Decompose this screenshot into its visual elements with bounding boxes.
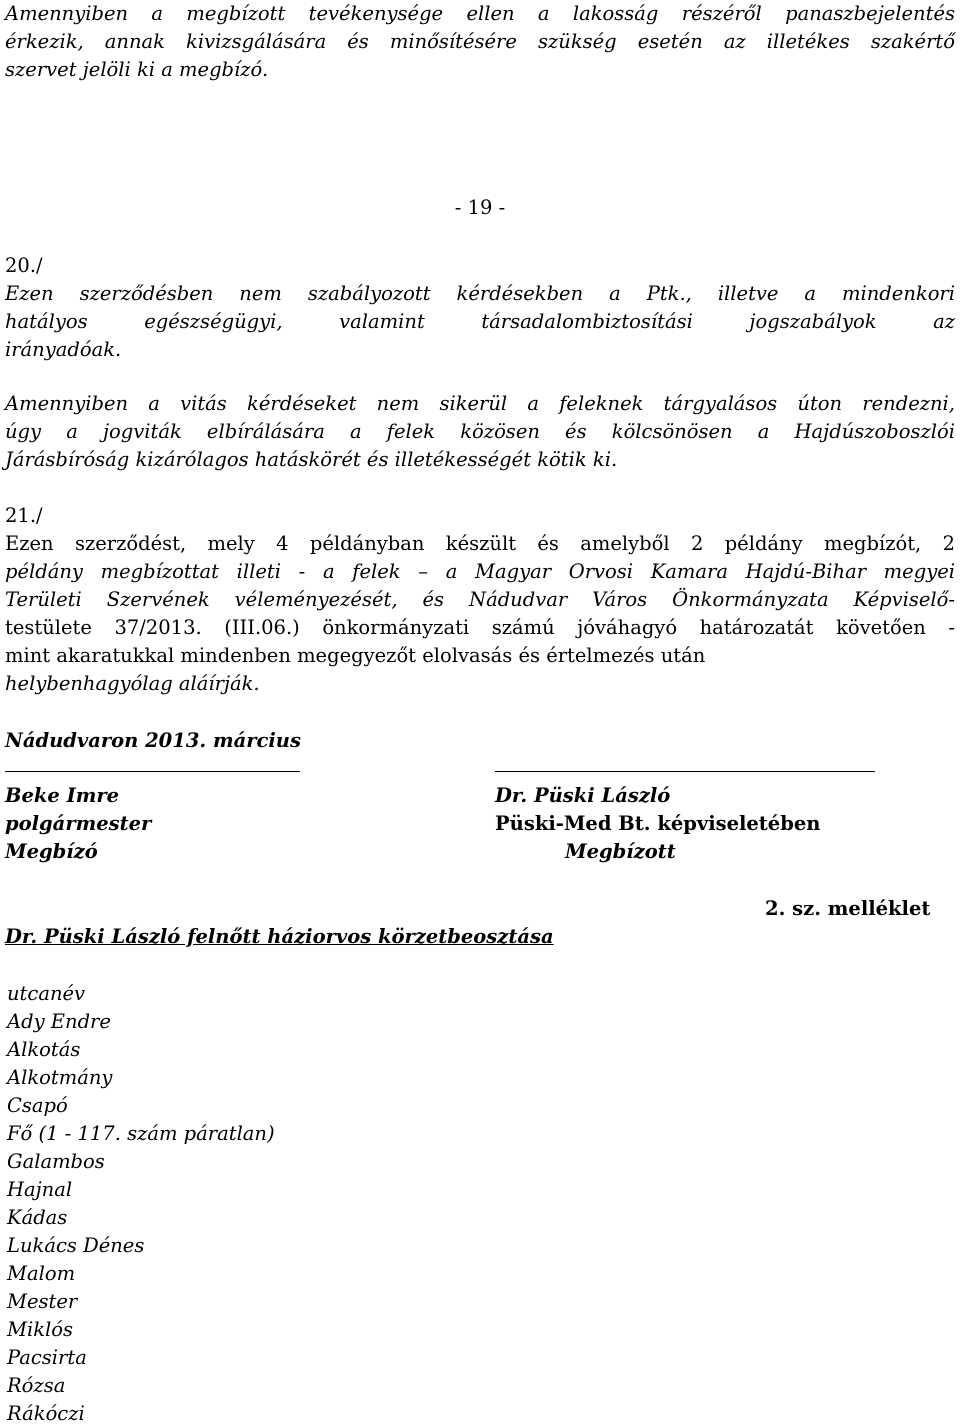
street-list xyxy=(7,980,275,1428)
section-line: helybenhagyólag aláírják. xyxy=(5,672,260,695)
signer-name: Beke Imre xyxy=(5,784,120,807)
section-21 xyxy=(5,502,955,698)
signature-left xyxy=(5,782,151,866)
street-item: Csapó xyxy=(7,1094,68,1117)
street-item: Ady Endre xyxy=(7,1010,111,1033)
signer-title: Püski-Med Bt. képviseletében xyxy=(495,812,821,835)
signature-line-left xyxy=(5,771,300,772)
page-number: - 19 - xyxy=(454,196,506,219)
signature-right xyxy=(495,782,820,866)
signer-role: Megbízott xyxy=(565,840,676,863)
signer-title: polgármester xyxy=(5,812,152,835)
street-item: Malom xyxy=(7,1262,76,1285)
street-item: Alkotmány xyxy=(7,1066,113,1089)
place-date: Nádudvaron 2013. március xyxy=(5,729,301,752)
annex-label: 2. sz. melléklet xyxy=(765,897,931,920)
intro-paragraph xyxy=(5,0,955,84)
section-line: mint akaratukkal mindenben megegyezőt elolvasás és értelmezés után xyxy=(5,644,706,667)
section-number: 21./ xyxy=(5,504,43,527)
intro-line: Amennyiben a megbízott tevékenysége ellen a lakosság részéről panaszbejelentés xyxy=(5,2,955,25)
signer-name: Dr. Püski László xyxy=(495,784,671,807)
section-line: testülete 37/2013. (III.06.) önkormányzati számú jóváhagyó határozatát követően - xyxy=(5,616,955,639)
street-item: Rózsa xyxy=(7,1374,66,1397)
section-line: hatályos egészségügyi, valamint társadalombiztosítási jogszabályok az xyxy=(5,310,955,333)
section-line: Amennyiben a vitás kérdéseket nem sikerül a feleknek tárgyalásos úton rendezni, xyxy=(5,392,955,415)
signature-line-right xyxy=(495,771,875,772)
section-line: példány megbízottat illeti - a felek – a Magyar Orvosi Kamara Hajdú-Bihar megyei xyxy=(5,560,955,583)
section-line: Területi Szervének véleményezését, és Nádudvar Város Önkormányzata Képviselő- xyxy=(5,588,955,611)
section-line: Ezen szerződést, mely 4 példányban készült és amelyből 2 példány megbízót, 2 xyxy=(5,532,955,555)
section-number: 20./ xyxy=(5,254,43,277)
street-item: Kádas xyxy=(7,1206,68,1229)
street-item: Rákóczi xyxy=(7,1402,85,1425)
annex-title: Dr. Püski László felnőtt háziorvos körzetbeosztása xyxy=(5,925,554,948)
street-item: Pacsirta xyxy=(7,1346,87,1369)
section-line: irányadóak. xyxy=(5,338,122,361)
street-item: Mester xyxy=(7,1290,78,1313)
section-line: Járásbíróság kizárólagos hatáskörét és illetékességét kötik ki. xyxy=(5,448,618,471)
street-item: Alkotás xyxy=(7,1038,81,1061)
section-20 xyxy=(5,252,955,364)
section-line: úgy a jogviták elbírálására a felek közösen és kölcsönösen a Hajdúszoboszlói xyxy=(5,420,955,443)
street-item: Hajnal xyxy=(7,1178,73,1201)
street-item: Fő (1 - 117. szám páratlan) xyxy=(7,1122,275,1145)
street-item: Miklós xyxy=(7,1318,74,1341)
street-list-header: utcanév xyxy=(7,982,86,1005)
street-item: Lukács Dénes xyxy=(7,1234,145,1257)
section-20-paragraph-2 xyxy=(5,390,955,474)
signer-role: Megbízó xyxy=(5,840,98,863)
intro-line: szervet jelöli ki a megbízó. xyxy=(5,58,269,81)
street-item: Galambos xyxy=(7,1150,105,1173)
section-line: Ezen szerződésben nem szabályozott kérdésekben a Ptk., illetve a mindenkori xyxy=(5,282,955,305)
intro-line: érkezik, annak kivizsgálására és minősítésére szükség esetén az illetékes szakértő xyxy=(5,30,955,53)
